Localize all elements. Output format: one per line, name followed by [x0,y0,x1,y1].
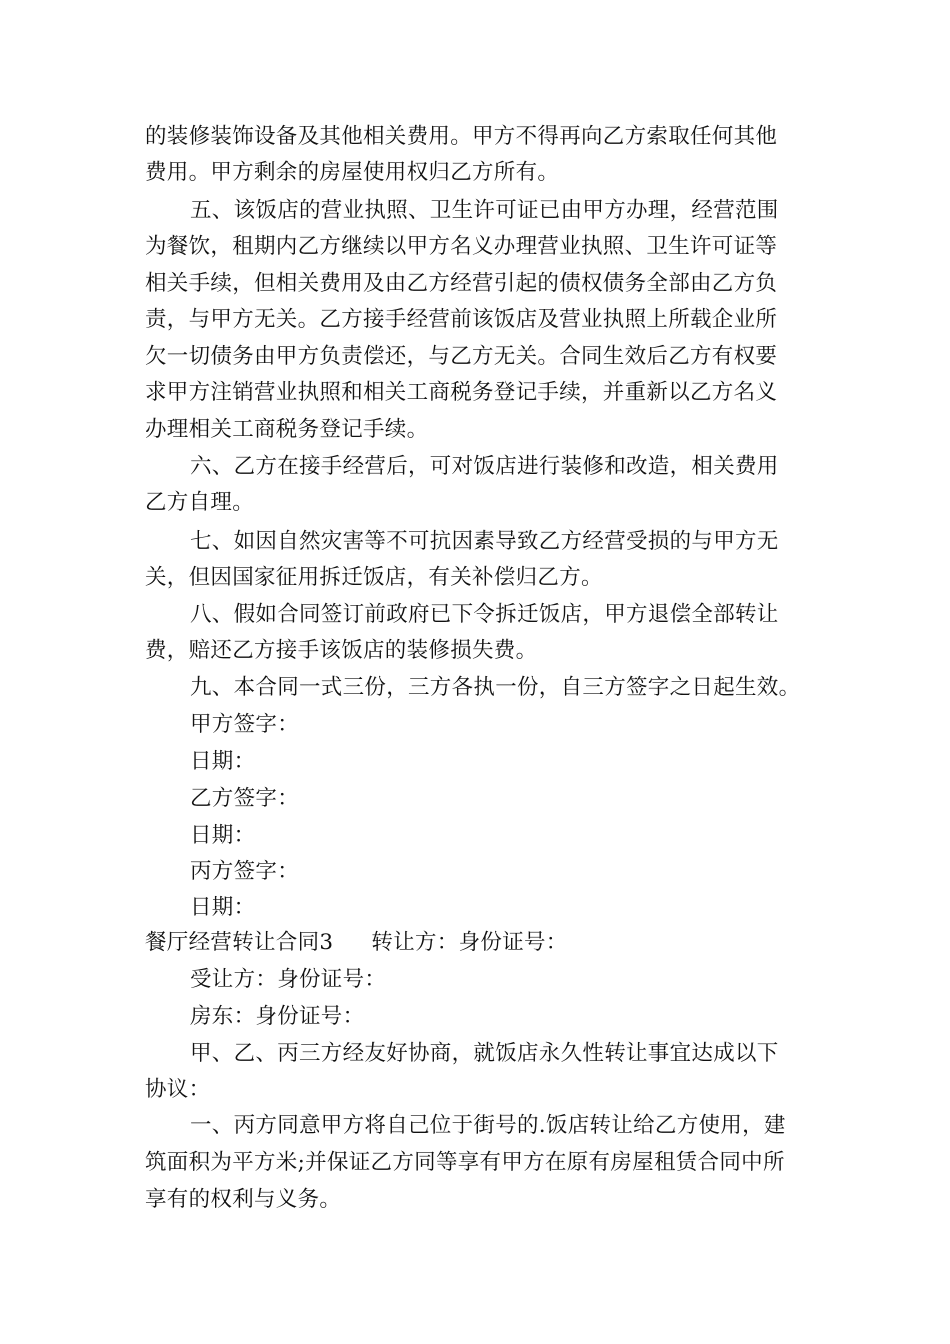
paragraph-line: 费，赔还乙方接手该饭店的装修损失费。 [145,638,538,663]
section-heading: 餐厅经营转让合同3 [145,930,334,955]
paragraph-line: 享有的权利与义务。 [145,1187,342,1212]
paragraph-line: 八、假如合同签订前政府已下令拆迁饭店，甲方退偿全部转让 [190,602,779,627]
paragraph-line: 协议： [145,1077,211,1102]
paragraph-line: 的装修装饰设备及其他相关费用。甲方不得再向乙方索取任何其他 [145,124,778,149]
paragraph-line: 七、如因自然灾害等不可抗因素导致乙方经营受损的与甲方无 [190,529,779,554]
transferor-label: 转让方：身份证号： [371,930,568,955]
signature-label: 甲方签字： [190,712,300,737]
paragraph-line: 求甲方注销营业执照和相关工商税务登记手续，并重新以乙方名义 [145,380,778,405]
date-label: 日期： [190,895,256,920]
paragraph-line: 六、乙方在接手经营后，可对饭店进行装修和改造，相关费用 [190,454,779,479]
paragraph-line: 一、丙方同意甲方将自己位于街号的.饭店转让给乙方使用，建 [190,1113,786,1138]
paragraph-line: 费用。甲方剩余的房屋使用权归乙方所有。 [145,160,560,185]
paragraph-line: 为餐饮，租期内乙方继续以甲方名义办理营业执照、卫生许可证等 [145,234,778,259]
paragraph-line: 欠一切债务由甲方负责偿还，与乙方无关。合同生效后乙方有权要 [145,344,778,369]
section-heading-line [145,925,568,961]
paragraph-line: 乙方自理。 [145,490,255,515]
signature-label: 乙方签字： [190,786,300,811]
paragraph-line: 九、本合同一式三份，三方各执一份，自三方签字之日起生效。 [190,675,801,700]
date-label: 日期： [190,749,256,774]
paragraph-line: 责，与甲方无关。乙方接手经营前该饭店及营业执照上所载企业所 [145,307,778,332]
paragraph-line: 相关手续，但相关费用及由乙方经营引起的债权债务全部由乙方负 [145,271,778,296]
transferee-label: 受让方：身份证号： [190,967,387,992]
landlord-label: 房东：身份证号： [190,1004,365,1029]
date-label: 日期： [190,823,256,848]
paragraph-line: 办理相关工商税务登记手续。 [145,417,429,442]
paragraph-line: 关，但因国家征用拆迁饭店，有关补偿归乙方。 [145,565,603,590]
paragraph-line: 筑面积为平方米;并保证乙方同等享有甲方在原有房屋租赁合同中所 [145,1150,785,1175]
paragraph-line: 甲、乙、丙三方经友好协商，就饭店永久性转让事宜达成以下 [190,1041,779,1066]
paragraph-line: 五、该饭店的营业执照、卫生许可证已由甲方办理，经营范围 [190,198,779,223]
signature-label: 丙方签字： [190,859,300,884]
